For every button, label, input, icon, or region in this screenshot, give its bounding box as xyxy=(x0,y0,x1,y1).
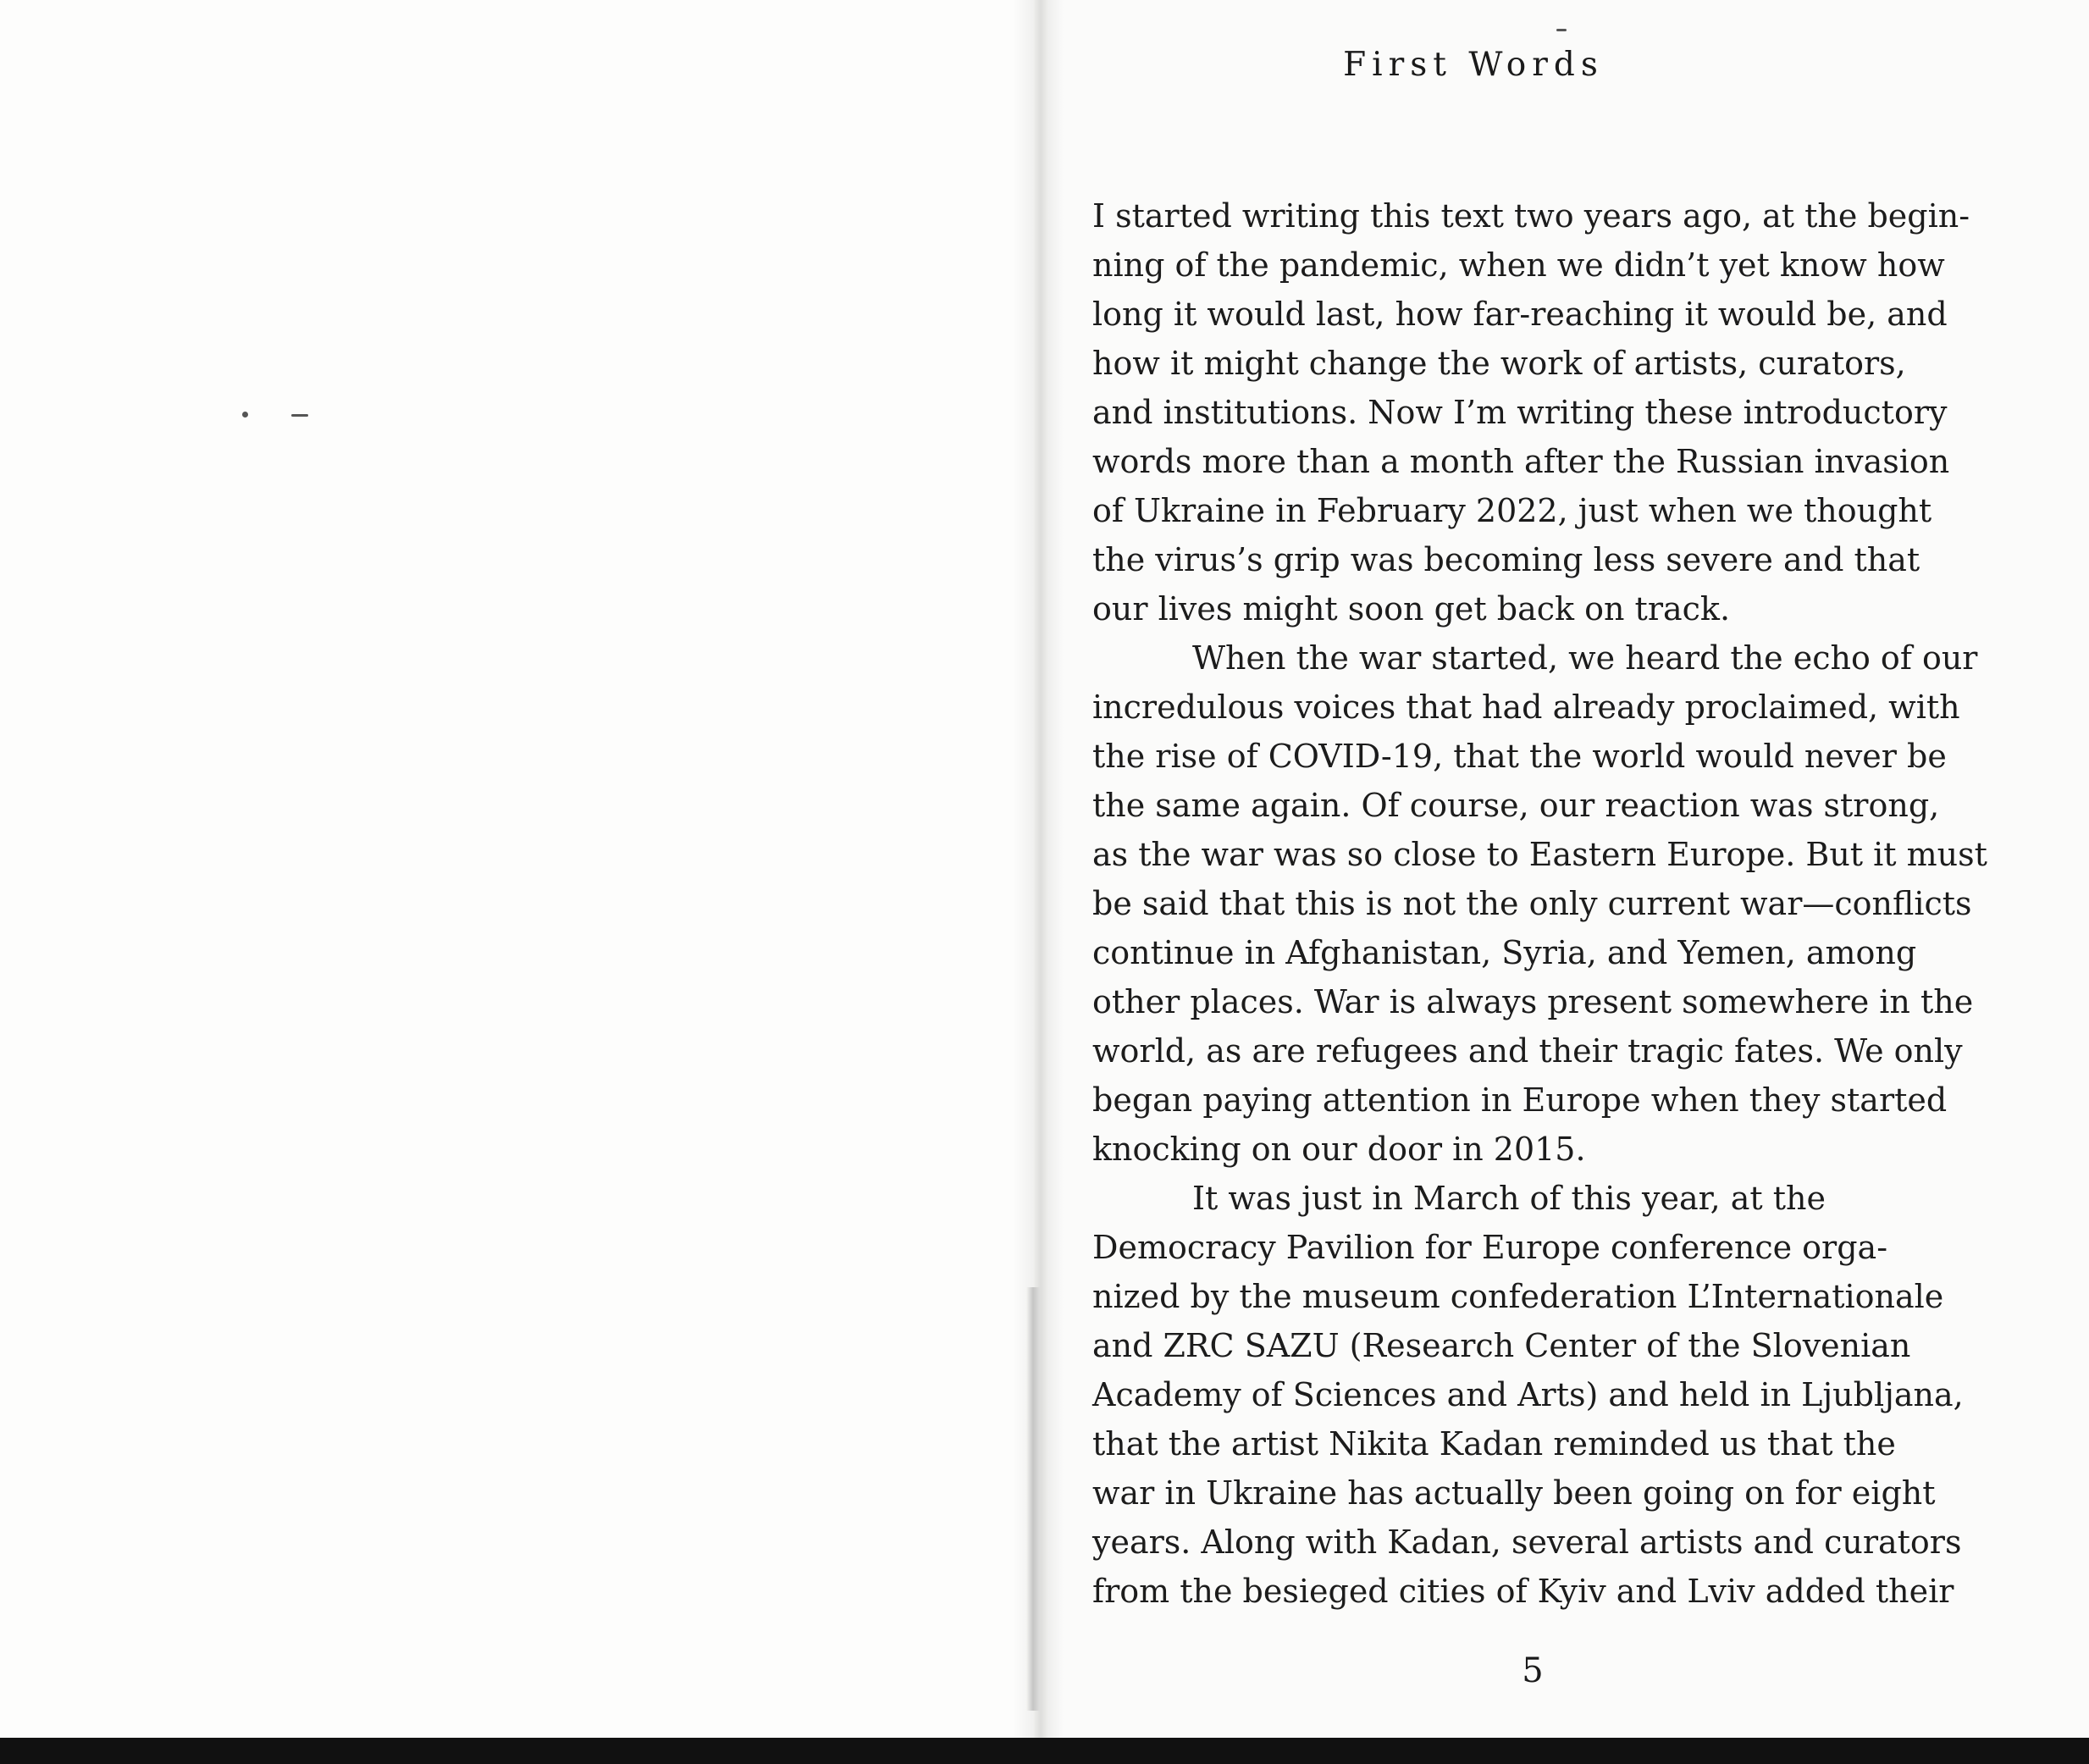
text-line: as the war was so close to Eastern Europe. But it must xyxy=(1092,836,1987,873)
text-line: and ZRC SAZU (Research Center of the Slovenian xyxy=(1092,1327,1911,1364)
text-line: from the besieged cities of Kyiv and Lviv added their xyxy=(1092,1573,1954,1610)
page-number: 5 xyxy=(1522,1651,1544,1690)
text-line: It was just in March of this year, at the xyxy=(1192,1180,1826,1217)
text-line: words more than a month after the Russian invasion xyxy=(1092,443,1950,480)
text-line: ning of the pandemic, when we didn’t yet know how xyxy=(1092,246,1945,284)
left-page-blank xyxy=(0,0,1035,1748)
paragraph xyxy=(1092,191,2007,633)
text-line: nized by the museum confederation L’Internationale xyxy=(1092,1278,1944,1315)
running-head: First Words xyxy=(1343,46,1604,84)
paper-speck xyxy=(242,412,248,417)
paper-speck xyxy=(1556,29,1567,31)
body-text xyxy=(1092,191,2007,1616)
text-line: world, as are refugees and their tragic fates. We only xyxy=(1092,1032,1963,1070)
text-line: long it would last, how far-reaching it would be, and xyxy=(1092,296,1948,333)
text-line: When the war started, we heard the echo of our xyxy=(1192,639,1978,677)
text-line: of Ukraine in February 2022, just when we thought xyxy=(1092,492,1932,529)
text-line: the rise of COVID-19, that the world would never be xyxy=(1092,738,1947,775)
scan-bottom-edge xyxy=(0,1738,2089,1764)
text-line: the same again. Of course, our reaction was strong, xyxy=(1092,787,1940,824)
text-line: incredulous voices that had already proclaimed, with xyxy=(1092,688,1960,726)
text-line: the virus’s grip was becoming less severe and that xyxy=(1092,541,1920,578)
gutter-dark-shadow xyxy=(1026,1287,1040,1711)
text-line: Academy of Sciences and Arts) and held in Ljubljana, xyxy=(1092,1376,1964,1413)
text-line: be said that this is not the only current war—conflicts xyxy=(1092,885,1972,922)
text-line: other places. War is always present somewhere in the xyxy=(1092,983,1974,1020)
paper-speck xyxy=(291,414,308,417)
paragraph xyxy=(1092,633,2007,1174)
text-line: knocking on our door in 2015. xyxy=(1092,1131,1586,1168)
text-line: I started writing this text two years ago, at the begin- xyxy=(1092,197,1970,235)
text-line: our lives might soon get back on track. xyxy=(1092,590,1731,628)
text-line: how it might change the work of artists, curators, xyxy=(1092,345,1906,382)
text-line: years. Along with Kadan, several artists and curators xyxy=(1092,1523,1962,1561)
text-line: continue in Afghanistan, Syria, and Yemen, among xyxy=(1092,934,1917,971)
text-line: war in Ukraine has actually been going on for eight xyxy=(1092,1474,1936,1512)
text-line: and institutions. Now I’m writing these introductory xyxy=(1092,394,1948,431)
text-line: Democracy Pavilion for Europe conference orga- xyxy=(1092,1229,1888,1266)
text-line: began paying attention in Europe when they started xyxy=(1092,1081,1948,1119)
text-line: that the artist Nikita Kadan reminded us that the xyxy=(1092,1425,1896,1463)
paragraph xyxy=(1092,1174,2007,1616)
